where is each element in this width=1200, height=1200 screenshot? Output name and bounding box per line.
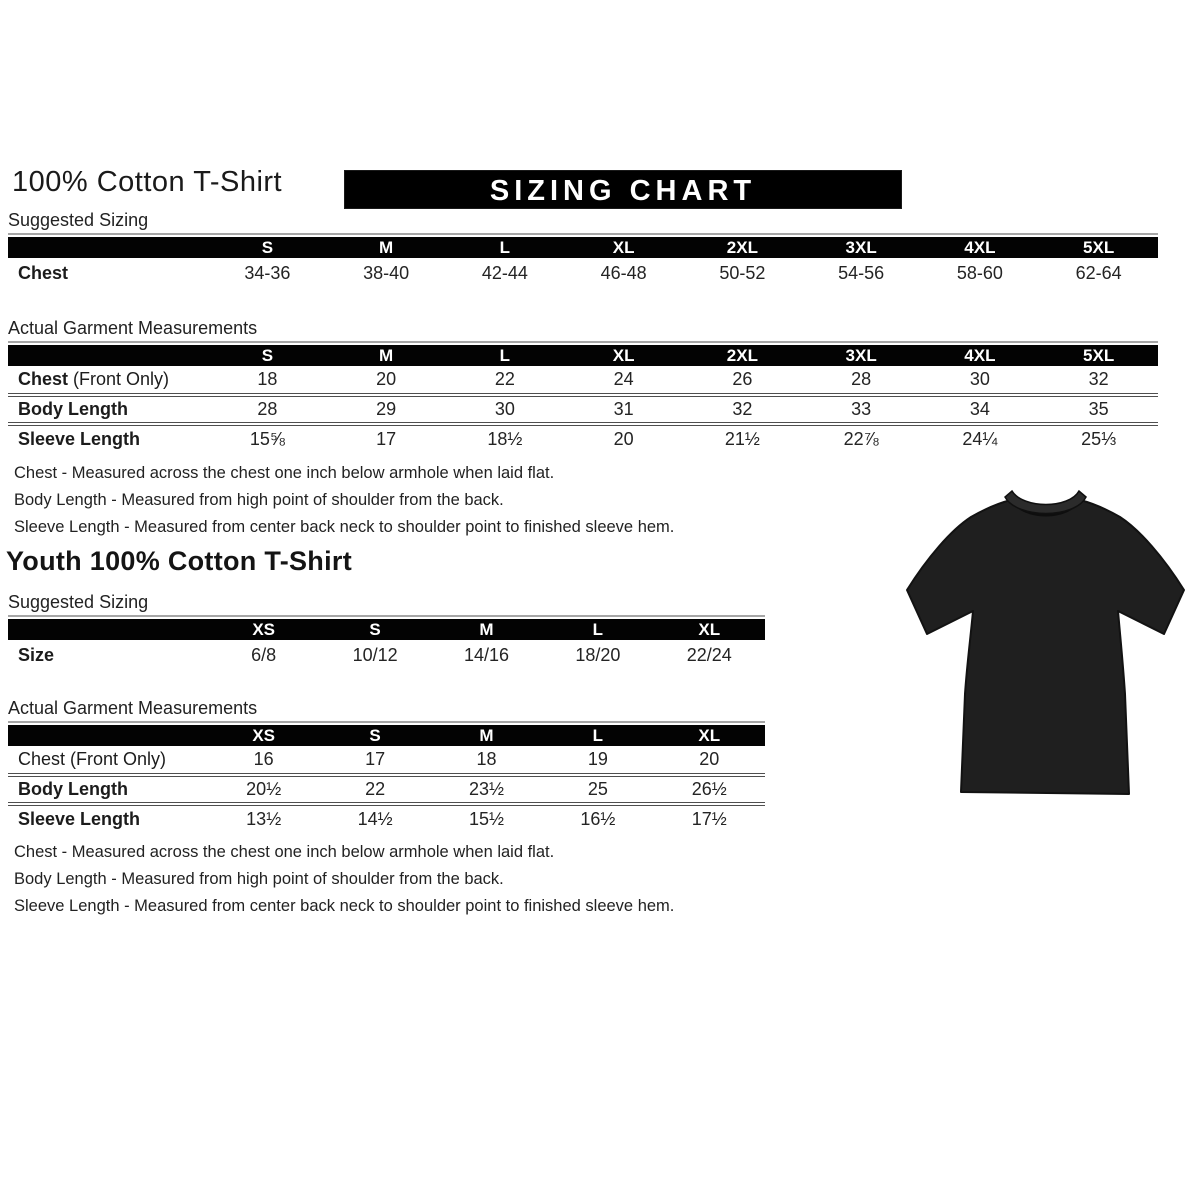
size-column-header: M [327, 345, 446, 366]
measurement-value: 10/12 [352, 644, 398, 665]
youth-actual-label: Actual Garment Measurements [8, 698, 765, 723]
size-column-header: L [542, 725, 653, 746]
black-tshirt-photo [893, 484, 1198, 806]
measurement-value: 42-44 [481, 262, 528, 283]
measurement-value: 20½ [246, 779, 282, 799]
measurement-value: 15⅝ [249, 429, 285, 449]
measurement-note: Body Length - Measured from high point of shoulder from the back. [14, 491, 504, 509]
measurement-value: 14½ [357, 809, 393, 829]
adult-actual-table [8, 345, 1158, 453]
measurement-row [8, 258, 1158, 288]
measurement-value: 32 [732, 399, 753, 419]
size-column-header: 2XL [683, 345, 802, 366]
size-column-header: XL [564, 237, 683, 258]
size-column-header: 4XL [921, 345, 1040, 366]
row-label: Body Length [18, 399, 128, 419]
size-column-header: S [319, 619, 430, 640]
measurement-value: 26½ [691, 779, 727, 799]
measurement-value: 16 [253, 749, 274, 769]
measurement-value: 21½ [724, 429, 760, 449]
size-column-header: 2XL [683, 237, 802, 258]
measurement-value: 18 [476, 749, 497, 769]
measurement-value: 19 [587, 749, 608, 769]
youth-suggested-table [8, 619, 765, 670]
measurement-value: 6/8 [251, 644, 277, 665]
measurement-value: 34 [969, 399, 990, 419]
tshirt-body [907, 500, 1184, 794]
size-column-header: 5XL [1039, 237, 1158, 258]
measurement-value: 14/16 [463, 644, 509, 665]
sizing-chart-banner: SIZING CHART [344, 170, 902, 209]
size-column-header: XL [654, 725, 765, 746]
measurement-note: Chest - Measured across the chest one inch below armhole when laid flat. [14, 464, 555, 482]
measurement-value: 34-36 [244, 262, 291, 283]
measurement-value: 46-48 [600, 262, 647, 283]
measurement-value: 29 [376, 399, 397, 419]
row-label: Body Length [18, 779, 128, 799]
size-column-header: XS [208, 725, 319, 746]
measurement-value: 20 [613, 429, 634, 449]
measurement-note: Body Length - Measured from high point of shoulder from the back. [14, 870, 504, 888]
adult-actual-section [8, 318, 1158, 453]
measurement-value: 32 [1088, 369, 1109, 389]
size-column-header: 4XL [921, 237, 1040, 258]
youth-actual-table [8, 725, 765, 833]
size-column-header: M [431, 725, 542, 746]
measurement-row [8, 366, 1158, 395]
header-spacer [8, 619, 208, 640]
row-label: Chest (Front Only) [18, 369, 170, 389]
measurement-value: 22/24 [686, 644, 732, 665]
youth-measurement-notes [14, 839, 674, 920]
tshirt-graphic [893, 484, 1198, 806]
measurement-value: 13½ [246, 809, 282, 829]
measurement-value: 62-64 [1075, 262, 1122, 283]
size-column-header: 3XL [802, 345, 921, 366]
size-header-row [8, 619, 765, 640]
size-header-row [8, 237, 1158, 258]
measurement-value: 17½ [691, 809, 727, 829]
adult-actual-label: Actual Garment Measurements [8, 318, 1158, 343]
header-spacer [8, 237, 208, 258]
youth-suggested-section [8, 592, 765, 670]
measurement-row [8, 640, 765, 670]
measurement-value: 30 [494, 399, 515, 419]
size-column-header: L [446, 345, 565, 366]
size-column-header: S [208, 237, 327, 258]
adult-suggested-table [8, 237, 1158, 288]
row-label: Sleeve Length [18, 429, 141, 449]
adult-suggested-label: Suggested Sizing [8, 210, 1158, 235]
measurement-value: 22 [494, 369, 515, 389]
size-column-header: 3XL [802, 237, 921, 258]
adult-suggested-section [8, 210, 1158, 288]
measurement-value: 17 [365, 749, 386, 769]
row-label: Size [18, 644, 55, 665]
measurement-value: 28 [851, 369, 872, 389]
row-label: Chest (Front Only) [18, 749, 167, 769]
size-header-row [8, 725, 765, 746]
measurement-value: 20 [376, 369, 397, 389]
measurement-value: 31 [613, 399, 634, 419]
measurement-row [8, 746, 765, 775]
row-label: Sleeve Length [18, 809, 141, 829]
measurement-row [8, 424, 1158, 453]
size-column-header: S [319, 725, 430, 746]
measurement-value: 25⅓ [1081, 429, 1117, 449]
measurement-value: 15½ [468, 809, 504, 829]
measurement-value: 35 [1088, 399, 1109, 419]
row-label: Chest [18, 262, 69, 283]
measurement-row [8, 395, 1158, 424]
measurement-note: Sleeve Length - Measured from center back neck to shoulder point to finished sleeve hem. [14, 518, 675, 536]
measurement-value: 54-56 [838, 262, 885, 283]
measurement-value: 16½ [580, 809, 616, 829]
size-header-row [8, 345, 1158, 366]
youth-actual-section [8, 698, 765, 833]
youth-title: Youth 100% Cotton T-Shirt [6, 546, 352, 576]
measurement-value: 26 [732, 369, 753, 389]
size-column-header: 5XL [1039, 345, 1158, 366]
size-column-header: XL [654, 619, 765, 640]
measurement-value: 18 [257, 369, 278, 389]
measurement-value: 24¼ [962, 429, 998, 449]
measurement-value: 18½ [487, 429, 523, 449]
measurement-value: 25 [587, 779, 608, 799]
measurement-value: 38-40 [363, 262, 410, 283]
measurement-value: 17 [376, 429, 397, 449]
measurement-value: 22⅞ [843, 429, 879, 449]
measurement-value: 22 [365, 779, 386, 799]
header-spacer [8, 725, 208, 746]
size-column-header: S [208, 345, 327, 366]
header-spacer [8, 345, 208, 366]
measurement-value: 20 [699, 749, 720, 769]
measurement-value: 58-60 [956, 262, 1003, 283]
measurement-row [8, 804, 765, 833]
measurement-value: 28 [257, 399, 278, 419]
youth-suggested-label: Suggested Sizing [8, 592, 765, 617]
size-column-header: M [327, 237, 446, 258]
size-column-header: M [431, 619, 542, 640]
size-column-header: L [542, 619, 653, 640]
measurement-value: 24 [613, 369, 634, 389]
measurement-row [8, 775, 765, 804]
size-column-header: XS [208, 619, 319, 640]
measurement-value: 50-52 [719, 262, 766, 283]
measurement-value: 23½ [468, 779, 504, 799]
measurement-value: 18/20 [575, 644, 621, 665]
adult-measurement-notes [14, 460, 674, 541]
measurement-value: 30 [969, 369, 990, 389]
measurement-note: Chest - Measured across the chest one inch below armhole when laid flat. [14, 843, 555, 861]
measurement-note: Sleeve Length - Measured from center back neck to shoulder point to finished sleeve hem. [14, 897, 675, 915]
size-column-header: XL [564, 345, 683, 366]
page-title: 100% Cotton T-Shirt [12, 166, 283, 198]
size-column-header: L [446, 237, 565, 258]
measurement-value: 33 [851, 399, 872, 419]
